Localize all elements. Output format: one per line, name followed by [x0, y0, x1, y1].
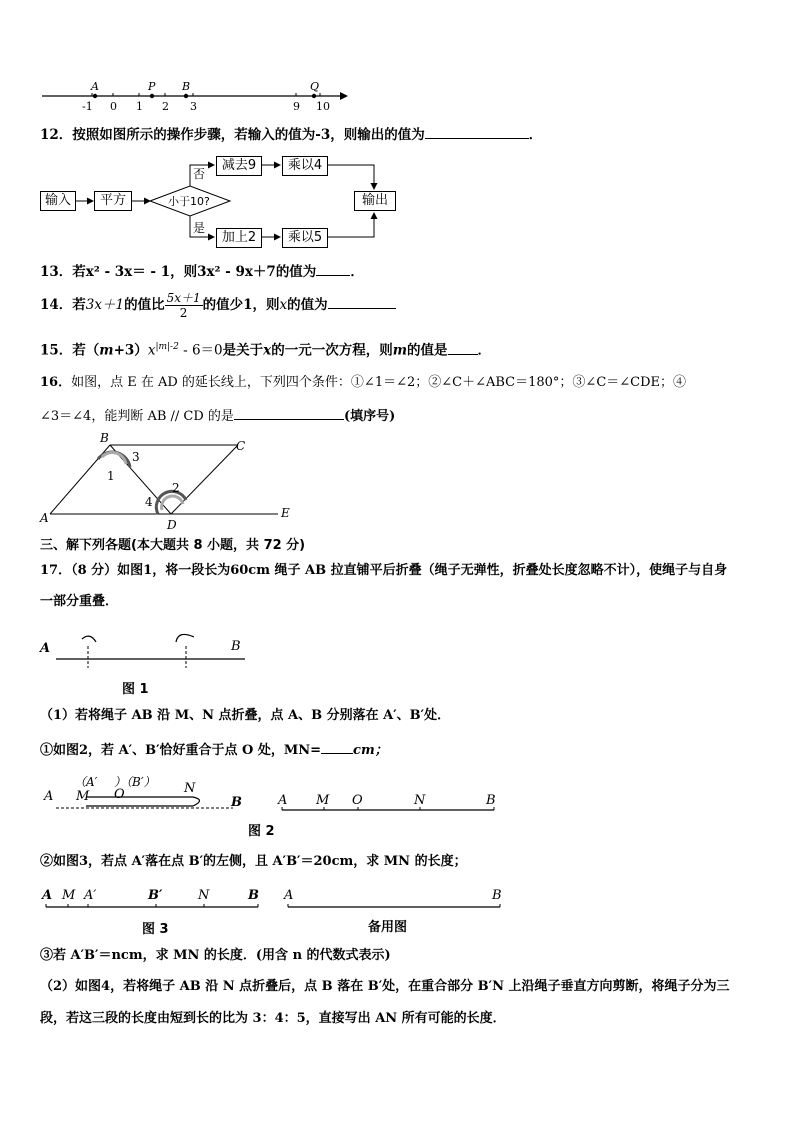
point-P: P — [148, 80, 156, 93]
figure-1-caption: 图 1 — [122, 682, 149, 697]
number-line-figure — [38, 78, 350, 114]
fig2-label-B: B — [231, 795, 242, 810]
answer-blank[interactable] — [328, 294, 396, 309]
q15-x-var: x — [263, 342, 272, 359]
q14-variable: x — [279, 297, 288, 313]
vertex-E: E — [281, 506, 290, 520]
fig2b-label-A: A — [278, 793, 288, 808]
question-14 — [40, 287, 396, 323]
q14-mid3: ，则 — [252, 297, 280, 313]
spare-figure — [280, 884, 510, 914]
flow-multiply-4-box: 乘以4 — [282, 156, 328, 176]
q14-mid2: 的值少 — [202, 297, 244, 313]
q17-part-1b: ②如图3，若点 A′落在点 B′的左侧，且 A′B′＝20cm，求 MN 的长度； — [40, 854, 467, 869]
vertex-B: B — [100, 431, 109, 445]
q16-text-3: (填序号) — [343, 409, 396, 424]
flow-decision-label: 小于10? — [168, 195, 210, 208]
q14-value: 1 — [243, 297, 253, 313]
tick-label: 1 — [136, 100, 143, 113]
vertex-A: A — [40, 511, 49, 525]
q16-text-1: 如图，点 E 在 AD 的延长线上，下列四个条件：①∠1＝∠2；②∠C＋∠ABC＝180°；③∠C＝∠CDE；④ — [71, 375, 687, 390]
q15-mid: 是关于 — [222, 342, 264, 359]
q15-m: m — [99, 342, 114, 359]
tick-label: -1 — [82, 100, 93, 113]
flow-add-2-box: 加上2 — [216, 228, 262, 248]
spare-label-A: A — [284, 888, 294, 903]
flow-subtract-9-box: 减去9 — [216, 156, 262, 176]
fig2-label-A: A — [44, 789, 54, 804]
question-13 — [40, 261, 364, 281]
q14-post: 的值为 — [287, 297, 328, 313]
fig1-label-B: B — [231, 639, 241, 654]
tick-label: 3 — [190, 100, 197, 113]
q13-post: 的值为 — [275, 264, 317, 280]
q15-x: x — [147, 342, 156, 359]
point-B: B — [182, 80, 191, 93]
answer-blank[interactable] — [234, 405, 344, 420]
q17-part-2-line-2: 段，若这三段的长度由短到长的比为 3：4：5，直接写出 AN 所有可能的长度． — [40, 1011, 506, 1026]
answer-blank[interactable] — [316, 261, 350, 276]
figure-2-right — [276, 790, 506, 820]
q14-expr: 3x＋1 — [85, 297, 125, 313]
fig2b-label-N: N — [414, 793, 426, 808]
fig2-label-Aprime: （A′ — [74, 775, 98, 789]
flow-square-box: 平方 — [94, 191, 132, 211]
question-number: 16． — [40, 375, 72, 390]
figure-1 — [38, 628, 258, 668]
q14-pre: 若 — [72, 297, 86, 313]
figure-2-left — [38, 772, 248, 818]
q17-part-2-line-1: （2）如图4，若将绳子 AB 沿 N 点折叠后，点 B 落在 B′处，在重合部分 B′N 上沿绳子垂直方向剪断，将绳子分为三 — [40, 979, 730, 994]
parallelogram-figure — [38, 430, 308, 535]
fig1-label-A: A — [40, 641, 51, 656]
question-end: ． — [477, 342, 491, 359]
spare-figure-caption: 备用图 — [368, 920, 408, 935]
point-A: A — [91, 80, 99, 93]
fig2-label-M: M — [76, 789, 90, 804]
fig3-label-N: N — [198, 888, 210, 903]
fig2-label-Bprime: ）（B′） — [114, 775, 156, 789]
fig2b-label-M: M — [316, 793, 330, 808]
vertex-C: C — [236, 439, 246, 453]
section-heading: 三、解下列各题(本大题共 8 小题，共 72 分) — [40, 538, 306, 553]
tick-label: 2 — [162, 100, 169, 113]
question-17-line-1: 17．（8 分）如图1，将一段长为60cm 绳子 AB 拉直铺平后折叠（绳子无弹性，折叠处长度忽略不计），使绳子与自身 — [40, 563, 728, 578]
fraction-numerator: 5x＋1 — [166, 291, 201, 305]
q17-part-1a — [40, 739, 388, 760]
question-number: 14． — [40, 297, 73, 313]
fig3-label-M: M — [62, 888, 76, 903]
q15-m2: m — [392, 342, 407, 359]
tick-label: 0 — [110, 100, 117, 113]
q14-mid: 的值比 — [124, 297, 165, 313]
q15-post: 的一元一次方程，则 — [271, 342, 393, 359]
answer-blank[interactable] — [425, 124, 529, 139]
angle-1-label: 1 — [107, 469, 115, 483]
question-number: 12． — [40, 127, 73, 143]
q15-pre: 若（ — [72, 342, 100, 359]
figure-3-caption: 图 3 — [142, 922, 169, 937]
question-16-line-2 — [40, 405, 395, 426]
q16-text-2: ∠3＝∠4，能判断 AB // CD 的是 — [40, 409, 234, 424]
q17-part-1a-unit: cm； — [353, 743, 388, 758]
question-16-line-1 — [40, 374, 686, 392]
question-text: 按照如图所示的操作步骤，若输入的值为-3，则输出的值为 — [72, 127, 425, 143]
fig2b-label-O: O — [352, 793, 363, 808]
question-end: ． — [528, 127, 543, 143]
figure-3 — [38, 884, 268, 914]
fig3-label-Aprime: A′ — [84, 888, 97, 903]
q15-eq-rest: - 6＝0 — [178, 342, 223, 359]
tick-label: 10 — [316, 100, 330, 113]
fig2-label-N: N — [184, 781, 196, 796]
q15-exponent: |m|-2 — [155, 342, 179, 352]
flow-multiply-5-box: 乘以5 — [282, 228, 328, 248]
question-end: ． — [350, 264, 364, 280]
flow-input-box: 输入 — [40, 191, 76, 211]
q13-equation: x² - 3x＝ - 1 — [85, 264, 171, 280]
fraction-denominator: 2 — [179, 306, 188, 320]
flow-no-label: 否 — [193, 167, 206, 181]
tick-label: 9 — [293, 100, 300, 113]
q17-part-1: （1）若将绳子 AB 沿 M、N 点折叠，点 A、B 分别落在 A′、B′处． — [40, 708, 451, 723]
answer-blank[interactable] — [448, 340, 478, 355]
fig2-label-O: O — [114, 787, 125, 802]
question-number: 15． — [40, 342, 73, 359]
q17-part-1a-text: ①如图2，若 A′、B′恰好重合于点 O 处，MN= — [40, 743, 322, 758]
fig3-label-B: B — [248, 888, 259, 903]
fig3-label-A: A — [42, 888, 53, 903]
answer-blank[interactable] — [321, 739, 353, 754]
flow-output-box: 输出 — [354, 191, 396, 211]
fig3-label-Bprime: B′ — [148, 888, 163, 903]
q13-mid: ，则 — [170, 264, 198, 280]
q14-fraction — [165, 291, 203, 320]
angle-3-label: 3 — [132, 450, 140, 464]
figure-2-caption: 图 2 — [248, 824, 275, 839]
q13-pre: 若 — [72, 264, 86, 280]
question-12 — [40, 124, 542, 144]
q15-post2: 的值是 — [407, 342, 448, 359]
q13-expression: 3x² - 9x＋7 — [197, 264, 276, 280]
q17-part-1c: ③若 A′B′＝ncm，求 MN 的长度．(用含 n 的代数式表示) — [40, 948, 391, 963]
flow-yes-label: 是 — [193, 221, 206, 235]
q15-plus3: +3） — [113, 342, 148, 359]
angle-4-label: 4 — [145, 495, 153, 509]
fig2b-label-B: B — [486, 793, 496, 808]
question-15 — [40, 338, 491, 360]
spare-label-B: B — [492, 888, 502, 903]
point-Q: Q — [310, 80, 320, 93]
question-17-line-2: 一部分重叠． — [40, 594, 119, 609]
vertex-D: D — [167, 518, 177, 532]
angle-2-label: 2 — [172, 481, 180, 495]
question-number: 13． — [40, 264, 73, 280]
